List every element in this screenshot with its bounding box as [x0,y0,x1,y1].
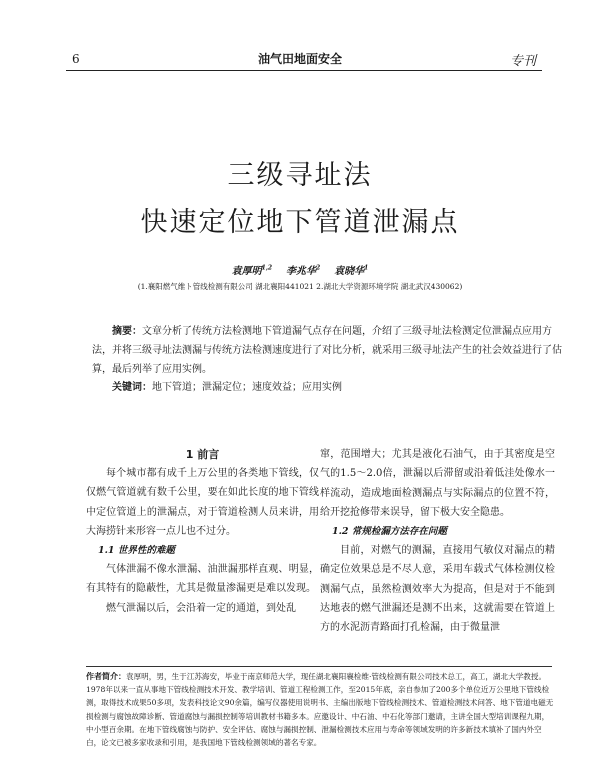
author-affil-mark: 1,2 [261,264,273,272]
abstract-label: 摘要： [112,326,142,337]
abstract [92,322,562,379]
paragraph: 气体泄漏不像水泄漏、油泄漏那样直观、明显，有其特有的隐蔽性，尤其是微量渗漏更是难以发现。 [86,564,319,595]
keywords [92,378,562,393]
author-affil-mark: 2 [316,264,321,272]
body-column-right [320,445,555,638]
title-line-2: 快速定位地下管道泄漏点 [140,207,460,238]
bio-divider [86,666,552,667]
bio-label: 作者简介： [86,671,126,681]
journal-name: 油气田地面安全 [257,52,342,66]
paragraph-continued: 窜，范围增大；尤其是液化石油气，由于其密度是空气的1.5～2.0倍，泄漏以后滞留或沿着低洼处像水一样流动，造成地面检测漏点与实际漏点的位置不符，给开挖抢修带来误导，留下极大安全隐患。 [320,449,555,518]
header-rule [66,70,542,71]
abstract-text: 文章分析了传统方法检测地下管道漏气点存在问题，介绍了三级寻址法检测定位泄漏点应用方法，并将三级寻址法测漏与传统方法检测速度进行了对比分析，就采用三级寻址法产生的社会效益进行了估算，最后列举了应用实例。 [92,326,562,375]
author-affil-mark: 1 [364,264,369,272]
author-list [0,262,600,277]
paragraph: 每个城市都有成千上万公里的各类地下管线，仅仅燃气管道就有数千公里，要在如此长度的地下管线中定位管道上的泄漏点，对于管道检测人员来讲，用大海捞针来形容一点儿也不过分。 [86,468,319,537]
section-heading: 1 前言 [185,448,220,461]
paragraph: 燃气泄漏以后，会沿着一定的通道，到处乱 [106,602,296,614]
paragraph: 目前，对燃气的测漏，直接用气敏仪对漏点的精确定位效果总是不尽人意，采用车载式气体检测仪检测漏气点，虽然检测效率大为提高，但是对于不能到达地表的燃气泄漏还是测不出来，这就需要在管道上方的水泥沥青路面打孔检漏，由于微量泄 [320,545,555,634]
author-name: 袁晓华 [334,266,365,277]
author-name: 李兆华 [286,266,317,277]
title-line-1: 三级寻址法 [227,160,373,191]
author-name: 袁厚明 [231,266,262,277]
page-number: 6 [72,52,80,66]
subsection-heading: 1.1 世界性的难题 [98,545,175,557]
bio-text: 袁厚明，男，生于江苏海安，毕业于南京师范大学，现任湖北襄阳襄检维·管线检测有限公司技术总工，高工，湖北大学教授。1978年以来一直从事地下管线检测技术开发、教学培训、管道工程检测工作，至2015年底，亲自参加了200多个单位近万公里地下管线检测，取得技术成果50多项，发表科技论文90余篇，编写仪器使用说明书、主编出版地下管线检测技术、管道检测技术问答、地下管道电磁无损检测与腐蚀故障诊断、管道腐蚀与漏损控制等培训教材书籍多本。应邀设计、中石油、中石化等部门邀请，主讲全国大型培训课程九期，中小型百余期。在地下管线腐蚀与防护、安全评估、腐蚀与漏损控制、泄漏检测技术应用与寿命等领域发明的许多新技术填补了国内外空白，论文已被多家收录和引用，是我国地下管线检测领域的著名专家。 [86,672,554,748]
special-issue-label: 专刊 [509,54,536,69]
keywords-label: 关键词： [112,382,152,393]
author-bio [86,670,556,749]
keywords-text: 地下管道；泄漏定位；速度效益；应用实例 [152,382,342,393]
body-column-left [86,445,319,618]
subsection-heading: 1.2 常规检漏方法存在问题 [332,526,447,538]
affiliations: (1.襄阳燃气维ト管线检测有限公司 湖北襄阳441021 2.湖北大学资源环境学院 湖北武汉430062) [137,282,463,291]
